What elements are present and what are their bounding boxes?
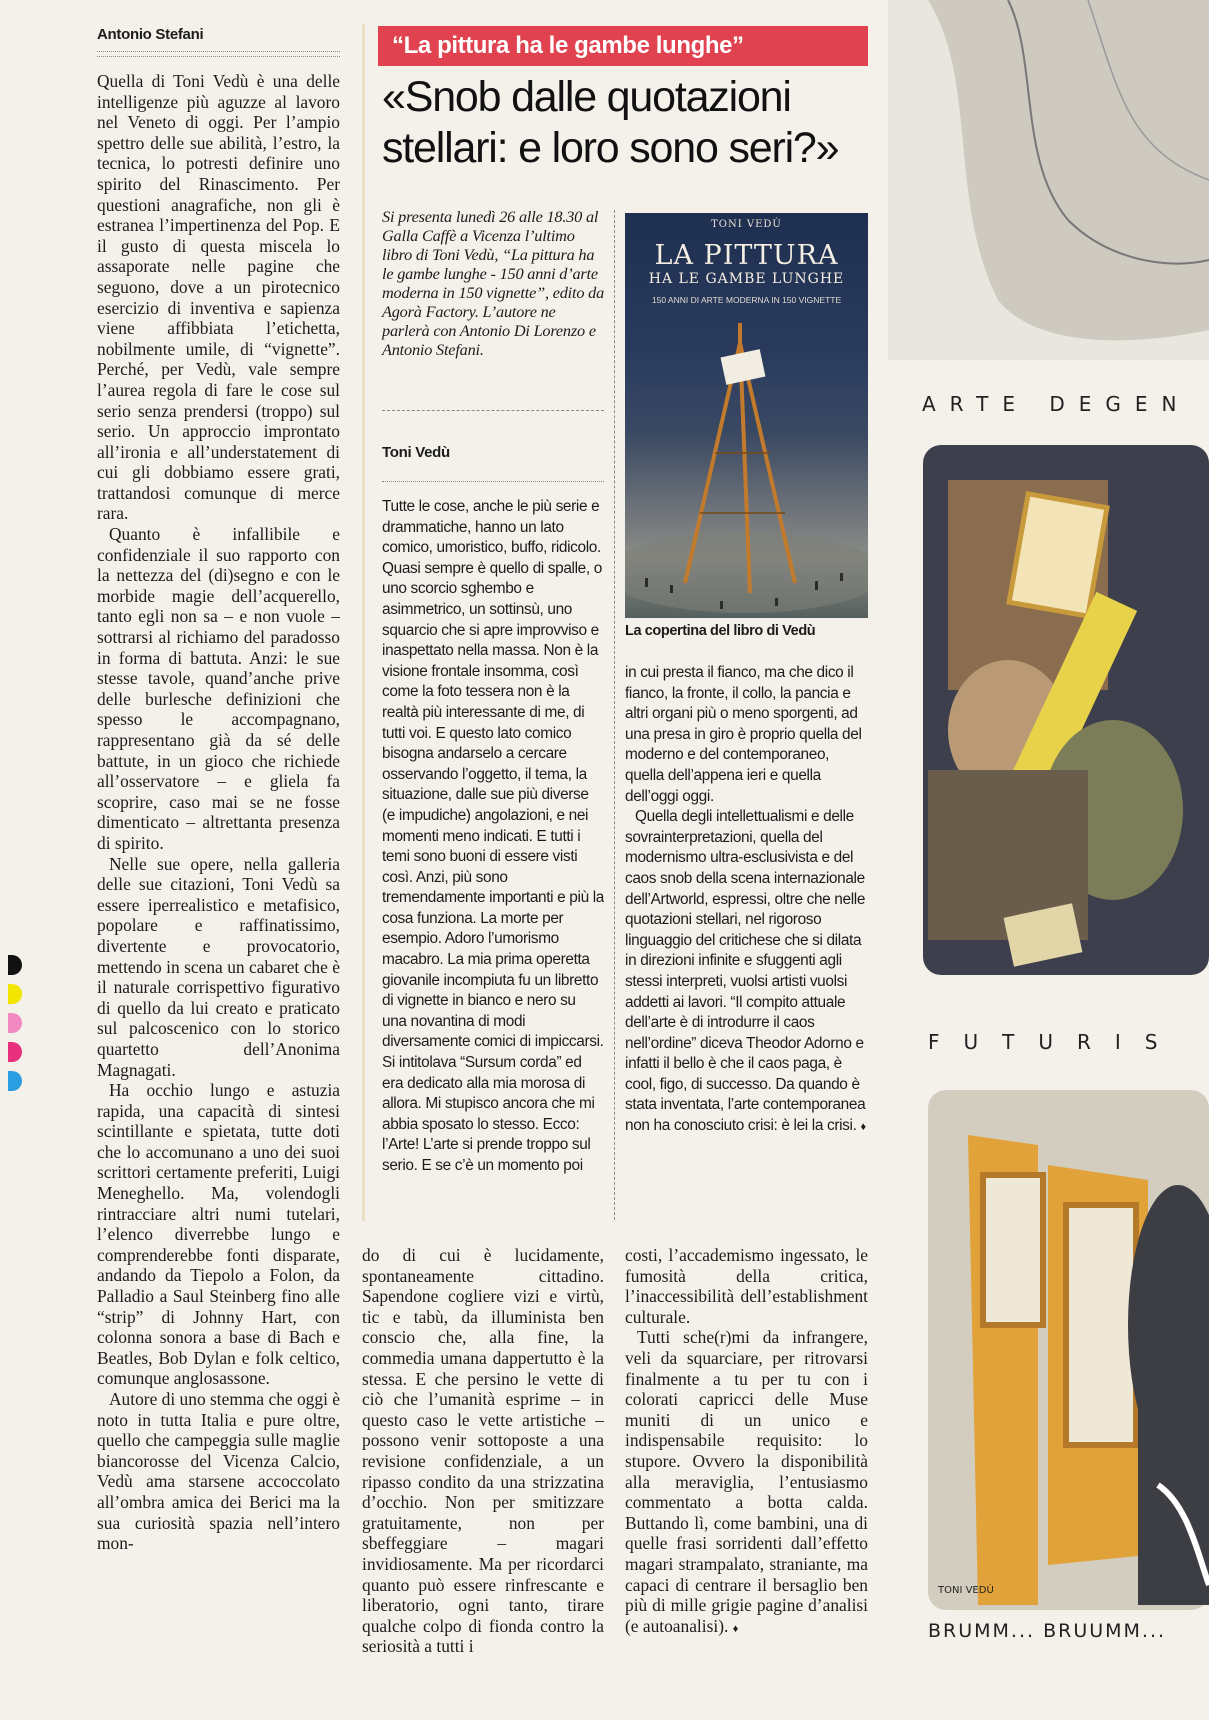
interview-box-border [362, 24, 365, 1221]
interview-column-2 [625, 663, 870, 1223]
cover-caption: La copertina del libro di Vedù [625, 623, 816, 639]
easel-illustration [625, 213, 868, 618]
paragraph: Autore di uno stemma che oggi è noto in tutta Italia e pure oltre, quello che campeggia sulle maglie biancorosse del Vicenza Calcio, Vedù ama starsene accoccolato all’ombra amica dei Berici ma la sua curiosità spazia nell’intero mon- [97, 1389, 340, 1554]
cover-title-line2: HA LE GAMBE LUNGHE [648, 271, 845, 287]
registration-mark [8, 1013, 22, 1033]
column-separator [614, 210, 615, 1220]
left-article-body [97, 71, 340, 1554]
paragraph: Quanto è infallibile e confidenziale il suo rapporto con la nettezza del (di)segno e con le morbide magie dell’acquerello, tanto egli non sa – e non vuole – sottrarsi al richiamo del paradosso in forma di battuta. Anzi: le sue stesse tavole, quand’anche prive delle burlesche definizioni che spesso le accompagnano, rappresentano già da sé delle battute, in un gioco che richiede all’osservatore – e gliela fa scoprire, caso mai se ne fosse dimenticato – altrettanta presenza di spirito. [97, 524, 340, 853]
headline: «Snob dalle quotazioni stellari: e loro sono seri?» [382, 73, 839, 172]
cartoon-signature: TONI VEDÙ [938, 1585, 994, 1596]
cover-subtitle: 150 ANNI DI ARTE MODERNA IN 150 VIGNETTE [651, 295, 842, 305]
registration-mark [8, 955, 22, 975]
intro-text: Si presenta lunedì 26 alle 18.30 al Galla Caffè a Vicenza l’ultimo libro di Toni Vedù, “La pittura ha le gambe lunghe - 150 anni d’arte moderna in 150 vignette”, edito da Agorà Factory. L’autore ne parlerà con Antonio Di Lorenzo e Antonio Stefani. [382, 207, 605, 359]
article-column-right [625, 1245, 868, 1665]
cartoon-futurism [888, 1085, 1209, 1625]
interview-column-1 [382, 497, 604, 1222]
book-cover-image [625, 213, 868, 618]
end-mark-icon: ♦ [732, 1622, 739, 1635]
paragraph: Ha occhio lungo e astuzia rapida, una capacità di sintesi scintillante e spietata, tutte doti che lo accomunano a uno dei suoi scrittori certamente preferiti, Luigi Meneghello. Ma, volendogli rintracciare altri numi tutelari, l’elenco diverrebbe lungo e comprenderebbe fonti disparate, andando da Tiepolo a Folon, da Palladio a Saul Steinberg fino alle “strip” di Johnny Hart, con colonna sonora a base di Bach e Beatles, Bob Dylan e folk celtico, comunque anglosassone. [97, 1080, 340, 1389]
cartoon-caption-2: FUTURIS [928, 1030, 1182, 1054]
paragraph-text: Quella degli intellettualismi e delle sovrainterpretazioni, quella del modernismo ultra-esclusivista e del caos snob della scena internazionale dell’Artworld, espressi, oltre che nelle quotazioni stellari, nel rigoroso linguaggio del critichese che si dilata in direzioni infinite e sfuggenti agli stessi interpreti, vuolsi artisti vuolsi addetti ai lavori. “Il compito attuale dell’arte è di introdurre il caos nell’ordine” diceva Theodor Adorno e infatti il bello è che il caos paga, è cool, figo, di successo. Da quando è stata inventata, l’arte contemporanea non ha conosciuto crisi: è lei la crisi. [625, 808, 866, 1135]
registration-mark [8, 1071, 22, 1091]
portrait-illustration [888, 0, 1209, 360]
paragraph [625, 807, 870, 1138]
registration-mark [8, 984, 22, 1004]
paragraph: costi, l’accademismo ingessato, le fumosità della critica, l’inaccessibilità dell’establishment culturale. [625, 1245, 868, 1327]
paragraph: Tutte le cose, anche le più serie e drammatiche, hanno un lato comico, umoristico, buffo, ridicolo. Quasi sempre è quello di spalle, o uno scorcio sghembo e asimmetrico, un sottinsù, uno squarcio che si apre improvviso e inaspettato nella massa. Non è la visione frontale insomma, così come la foto tessera non è la realtà più interessante di me, di tutti voi. E questo lato comico bisogna andarselo a cercare osservando l’oggetto, il tema, la situazione, dalle sue più diverse (e impudiche) angolazioni, e nei momenti meno indicati. E tutti i temi sono buoni di essere visti così. Anzi, più sono tremendamente importanti e più la cosa funziona. La morte per esempio. Adoro l’umorismo macabro. La mia prima operetta giovanile incompiuta fu un libretto di vignette in bianco e nero su una novantina di modi diversamente comici di impiccarsi. Si intitolava “Sursum corda” ed era dedicato alla mia morosa di allora. Mi stupisco ancora che mi abbia sposato lo stesso. Ecco: l’Arte! L’arte si prende troppo sul serio. E se c’è un momento poi [382, 498, 604, 1174]
paragraph: do di cui è lucidamente, spontaneamente cittadino. Sapendone cogliere vizi e virtù, tic e tabù, da illuminista ben conscio che, alla fine, la commedia umana dappertutto è la stessa. E che persino le vette di ciò che l’umanità esprime – in questo caso le vette artistiche – possono venir sottoposte a una revisione confidenziale, a un ripasso condito da una strizzatina d’occhio. Non per smitizzare gratuitamente, non per sbeffeggiare – magari invidiosamente. Ma per ricordarci quanto può essere rinfrescante e liberatorio, ogni tanto, tirare qualche colpo di fionda contro la seriosità a tutti i [362, 1245, 604, 1657]
cartoon-caption-3: BRUMM... BRUUMM... [928, 1620, 1167, 1642]
paragraph: Nelle sue opere, nella galleria delle sue citazioni, Toni Vedù sa essere iperrealistico e metafisico, popolare e raffinatissimo, divertente e provocatorio, mettendo in scena un cabaret che è il naturale corrispettivo figurativo di quello da lui creato e praticato sul palcoscenico con lo storico quartetto dell’Anonima Magnagati. [97, 853, 340, 1080]
kicker: “La pittura ha le gambe lunghe” [378, 26, 868, 66]
byline-rule [97, 56, 340, 57]
left-column [97, 26, 340, 1706]
paragraph-text: Tutti sche(r)mi da infrangere, veli da squarciare, per ritrovarsi finalmente a tu per tu con i colorati capricci delle Muse muniti di un unico e indispensabile requisito: lo stupore. Ovvero la disponibilità alla meraviglia, l’entusiasmo commentato a botta calda. Buttando lì, come bambini, una di quelle frasi sorridenti dall’effetto magari strampalato, straniante, ma capaci di centrare il bersaglio ben più di mille grigie pagine d’analisi (e autoanalisi). [625, 1327, 868, 1636]
cartoon-strip [888, 0, 1209, 1720]
intro-rule [382, 410, 604, 411]
cover-author: TONI VEDÙ [711, 219, 782, 230]
cartoon-caption-1: ARTE DEGEN [922, 392, 1191, 416]
registration-mark [8, 1042, 22, 1062]
cover-title: LA PITTURA [654, 240, 839, 271]
byline: Antonio Stefani [97, 26, 340, 52]
article-column-mid [362, 1245, 604, 1665]
paragraph: in cui presta il fianco, ma che dico il fianco, la fronte, il collo, la pancia e altri organi più o meno sporgenti, ad una presa in giro è proprio quella del moderno e del contemporaneo, quella dell’appena ieri e quella dell’oggi oggi. [625, 664, 862, 805]
cartoon-degenerate-art [888, 440, 1209, 985]
paragraph [625, 1327, 868, 1639]
paragraph: Quella di Toni Vedù è una delle intelligenze più aguzze al lavoro nel Veneto di oggi. Per l’ampio spettro delle sue abilità, l’estro, la tecnica, lo potresti definire uno spirito del Rinascimento. Per questioni anagrafiche, non gli è estranea l’impertinenza del Pop. E il gusto di questa miscela lo assaporate nelle pagine che seguono, dove a un pirotecnico esercizio di inventiva e sapienza viene affibbiata l’etichetta, nobilmente umile, di “vignette”. Perché, per Vedù, vale sempre l’aurea regola di fare le cose sul serio senza prendersi (troppo) sul serio. Un approccio improntato all’ironia e all’understatement di cui gli dobbiamo essere grati, trattandosi comunque di merce rara. [97, 71, 340, 524]
interview-byline-rule [382, 481, 604, 482]
interview-byline: Toni Vedù [382, 444, 450, 461]
end-mark-icon: ♦ [860, 1121, 866, 1134]
